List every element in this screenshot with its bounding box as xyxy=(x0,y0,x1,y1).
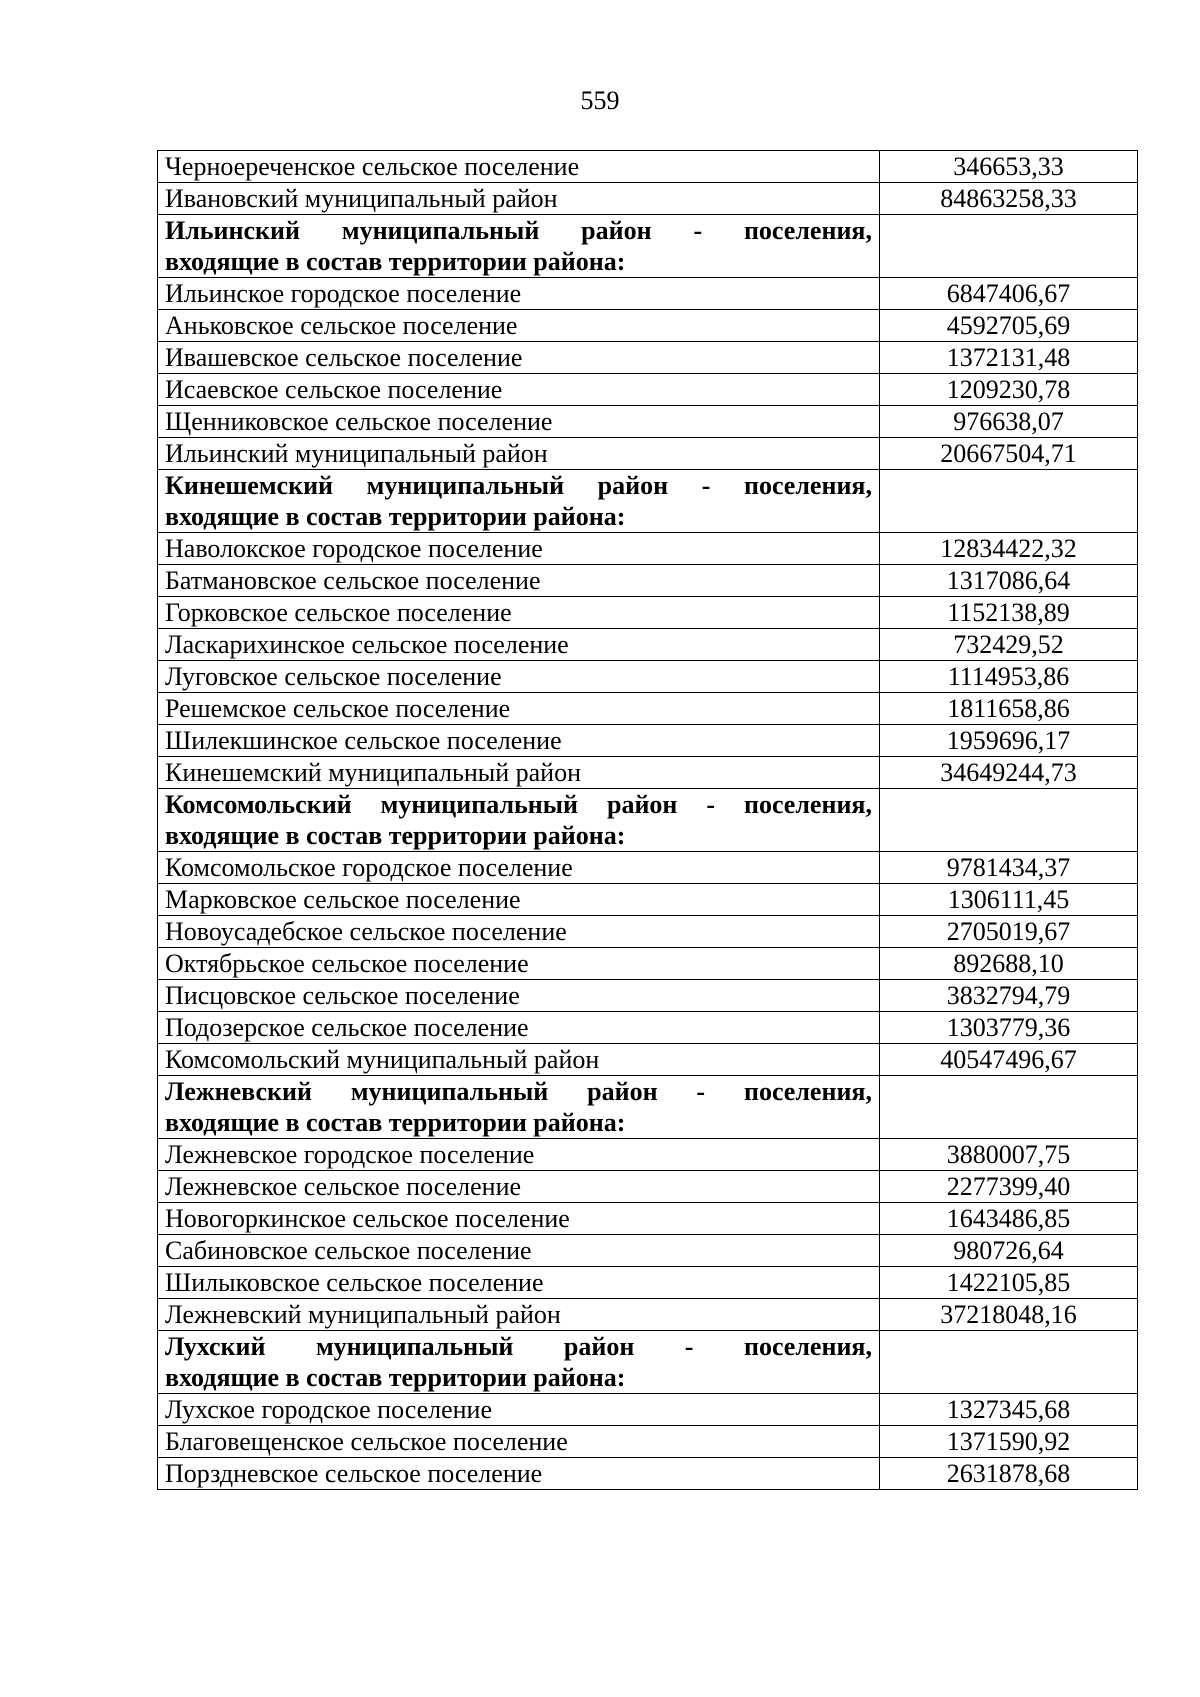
table-row xyxy=(158,1012,1138,1044)
district-header-row xyxy=(158,1076,1138,1139)
amount-cell: 3880007,75 xyxy=(880,1139,1138,1171)
settlement-name-cell: Решемское сельское поселение xyxy=(158,693,880,725)
table-row xyxy=(158,1171,1138,1203)
settlement-name-cell: Ивашевское сельское поселение xyxy=(158,342,880,374)
amount-cell: 732429,52 xyxy=(880,629,1138,661)
district-header-row xyxy=(158,789,1138,852)
settlement-name-cell: Аньковское сельское поселение xyxy=(158,310,880,342)
settlement-name-cell: Шилыковское сельское поселение xyxy=(158,1267,880,1299)
table-row xyxy=(158,1139,1138,1171)
settlement-name-cell: Новогоркинское сельское поселение xyxy=(158,1203,880,1235)
amount-cell: 1306111,45 xyxy=(880,884,1138,916)
district-header-cell xyxy=(158,470,880,533)
settlement-name-cell: Ивановский муниципальный район xyxy=(158,183,880,215)
table-row xyxy=(158,278,1138,310)
amount-cell: 2277399,40 xyxy=(880,1171,1138,1203)
settlement-name-cell: Порздневское сельское поселение xyxy=(158,1458,880,1490)
settlement-name-cell: Ильинское городское поселение xyxy=(158,278,880,310)
settlement-name-cell: Батмановское сельское поселение xyxy=(158,565,880,597)
district-header-cell xyxy=(158,215,880,278)
table-row xyxy=(158,725,1138,757)
settlement-name-cell: Благовещенское сельское поселение xyxy=(158,1426,880,1458)
district-header-line1: Кинешемский муниципальный район - поселения, xyxy=(165,471,872,500)
amount-cell: 1209230,78 xyxy=(880,374,1138,406)
settlement-name-cell: Комсомольский муниципальный район xyxy=(158,1044,880,1076)
amount-cell: 3832794,79 xyxy=(880,980,1138,1012)
amount-cell: 34649244,73 xyxy=(880,757,1138,789)
table-row xyxy=(158,565,1138,597)
amount-cell: 1371590,92 xyxy=(880,1426,1138,1458)
table-row xyxy=(158,1426,1138,1458)
district-header-line1: Лухский муниципальный район - поселения, xyxy=(165,1332,872,1361)
settlement-name-cell: Сабиновское сельское поселение xyxy=(158,1235,880,1267)
settlement-name-cell: Луговское сельское поселение xyxy=(158,661,880,693)
empty-value-cell xyxy=(880,215,1138,278)
amount-cell: 37218048,16 xyxy=(880,1299,1138,1331)
table-row xyxy=(158,948,1138,980)
table-row xyxy=(158,693,1138,725)
settlement-name-cell: Октябрьское сельское поселение xyxy=(158,948,880,980)
amount-cell: 6847406,67 xyxy=(880,278,1138,310)
district-header-cell xyxy=(158,789,880,852)
district-header-line2: входящие в состав территории района: xyxy=(165,821,626,850)
district-header-line1: Комсомольский муниципальный район - поселения, xyxy=(165,790,872,819)
table-row xyxy=(158,1203,1138,1235)
table-row xyxy=(158,374,1138,406)
table-row xyxy=(158,406,1138,438)
settlement-name-cell: Исаевское сельское поселение xyxy=(158,374,880,406)
page-number: 559 xyxy=(580,86,620,115)
settlement-name-cell: Подозерское сельское поселение xyxy=(158,1012,880,1044)
table-row xyxy=(158,310,1138,342)
amount-cell: 980726,64 xyxy=(880,1235,1138,1267)
settlement-name-cell: Лежневский муниципальный район xyxy=(158,1299,880,1331)
settlement-name-cell: Кинешемский муниципальный район xyxy=(158,757,880,789)
table-row xyxy=(158,183,1138,215)
amount-cell: 976638,07 xyxy=(880,406,1138,438)
amount-cell: 1317086,64 xyxy=(880,565,1138,597)
amount-cell: 1422105,85 xyxy=(880,1267,1138,1299)
table-body xyxy=(158,151,1138,1490)
settlement-name-cell: Ильинский муниципальный район xyxy=(158,438,880,470)
table-row xyxy=(158,342,1138,374)
amount-cell: 4592705,69 xyxy=(880,310,1138,342)
district-header-row xyxy=(158,1331,1138,1394)
settlement-name-cell: Горковское сельское поселение xyxy=(158,597,880,629)
amount-cell: 1152138,89 xyxy=(880,597,1138,629)
empty-value-cell xyxy=(880,789,1138,852)
table-row xyxy=(158,1044,1138,1076)
table-row xyxy=(158,661,1138,693)
table-row xyxy=(158,1267,1138,1299)
table-row xyxy=(158,629,1138,661)
amount-cell: 84863258,33 xyxy=(880,183,1138,215)
settlement-name-cell: Комсомольское городское поселение xyxy=(158,852,880,884)
amount-cell: 1959696,17 xyxy=(880,725,1138,757)
table-row xyxy=(158,757,1138,789)
settlements-table xyxy=(157,150,1138,1490)
settlement-name-cell: Писцовское сельское поселение xyxy=(158,980,880,1012)
district-header-line1: Лежневский муниципальный район - поселения, xyxy=(165,1077,872,1106)
district-header-line2: входящие в состав территории района: xyxy=(165,247,626,276)
empty-value-cell xyxy=(880,1076,1138,1139)
table-row xyxy=(158,533,1138,565)
district-header-line2: входящие в состав территории района: xyxy=(165,1108,626,1137)
settlement-name-cell: Лежневское городское поселение xyxy=(158,1139,880,1171)
district-header-line1: Ильинский муниципальный район - поселения, xyxy=(165,216,872,245)
table-row xyxy=(158,884,1138,916)
amount-cell: 12834422,32 xyxy=(880,533,1138,565)
amount-cell: 1811658,86 xyxy=(880,693,1138,725)
settlement-name-cell: Лухское городское поселение xyxy=(158,1394,880,1426)
amount-cell: 2631878,68 xyxy=(880,1458,1138,1490)
table-row xyxy=(158,916,1138,948)
table-row xyxy=(158,438,1138,470)
amount-cell: 892688,10 xyxy=(880,948,1138,980)
district-header-row xyxy=(158,215,1138,278)
amount-cell: 1327345,68 xyxy=(880,1394,1138,1426)
table-row xyxy=(158,1394,1138,1426)
table-row xyxy=(158,1458,1138,1490)
district-header-row xyxy=(158,470,1138,533)
settlement-name-cell: Наволокское городское поселение xyxy=(158,533,880,565)
amount-cell: 40547496,67 xyxy=(880,1044,1138,1076)
settlement-name-cell: Новоусадебское сельское поселение xyxy=(158,916,880,948)
district-header-cell xyxy=(158,1076,880,1139)
district-header-line2: входящие в состав территории района: xyxy=(165,502,626,531)
table-row xyxy=(158,597,1138,629)
district-header-cell xyxy=(158,1331,880,1394)
amount-cell: 9781434,37 xyxy=(880,852,1138,884)
table-row xyxy=(158,1299,1138,1331)
settlement-name-cell: Марковское сельское поселение xyxy=(158,884,880,916)
amount-cell: 1643486,85 xyxy=(880,1203,1138,1235)
empty-value-cell xyxy=(880,470,1138,533)
table-row xyxy=(158,151,1138,183)
settlement-name-cell: Шилекшинское сельское поселение xyxy=(158,725,880,757)
amount-cell: 20667504,71 xyxy=(880,438,1138,470)
settlement-name-cell: Черноереченское сельское поселение xyxy=(158,151,880,183)
amount-cell: 1372131,48 xyxy=(880,342,1138,374)
settlement-name-cell: Ласкарихинское сельское поселение xyxy=(158,629,880,661)
amount-cell: 346653,33 xyxy=(880,151,1138,183)
table-row xyxy=(158,980,1138,1012)
empty-value-cell xyxy=(880,1331,1138,1394)
amount-cell: 1114953,86 xyxy=(880,661,1138,693)
amount-cell: 2705019,67 xyxy=(880,916,1138,948)
table-row xyxy=(158,852,1138,884)
table-row xyxy=(158,1235,1138,1267)
settlement-name-cell: Щенниковское сельское поселение xyxy=(158,406,880,438)
district-header-line2: входящие в состав территории района: xyxy=(165,1363,626,1392)
amount-cell: 1303779,36 xyxy=(880,1012,1138,1044)
settlement-name-cell: Лежневское сельское поселение xyxy=(158,1171,880,1203)
